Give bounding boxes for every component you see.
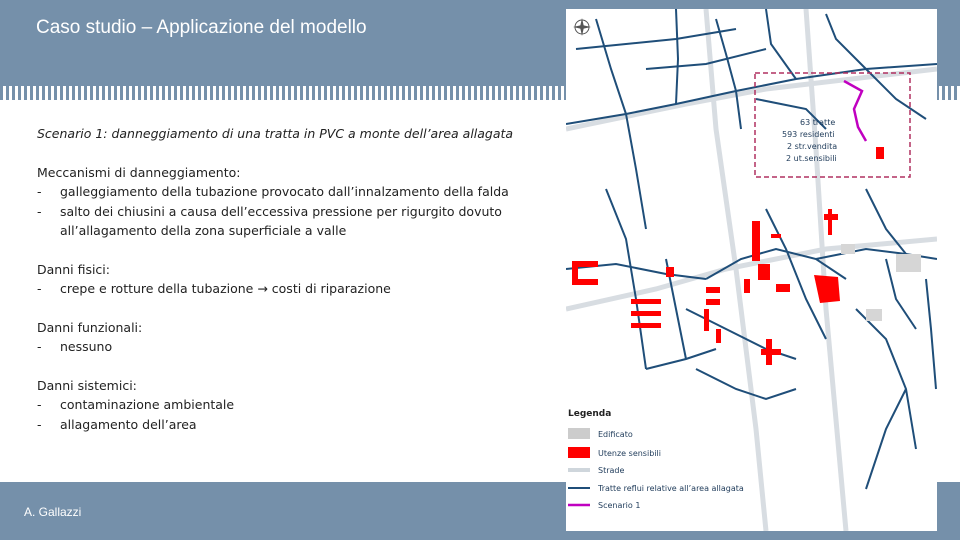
scenario-title: Scenario 1: danneggiamento di una tratta in PVC a monte dell’area allagata xyxy=(37,126,514,141)
mechanisms-block xyxy=(37,163,557,241)
systemic-damage-item: allagamento dell’area xyxy=(60,416,197,432)
bullet-dash: - xyxy=(37,281,42,296)
functional-damage-title: Danni funzionali: xyxy=(37,319,143,335)
map-legend xyxy=(566,402,744,531)
list-item xyxy=(37,202,557,241)
map-stat-2: 2 str.vendita xyxy=(787,142,838,151)
legend-label-pipes: Tratte reflui relative all’area allagata xyxy=(598,484,744,493)
author-name: A. Gallazzi xyxy=(24,505,82,519)
map-stat-1: 593 residenti xyxy=(782,130,835,139)
functional-damage-item: nessuno xyxy=(60,339,113,354)
physical-damage-block xyxy=(37,260,557,299)
functional-damage-block xyxy=(37,318,557,357)
bullet-dash: - xyxy=(37,397,42,412)
systemic-damage-item: contaminazione ambientale xyxy=(60,397,235,412)
systemic-damage-title: Danni sistemici: xyxy=(37,377,137,393)
mechanism-item: salto dei chiusini a causa dell’eccessiva pressione per rigurgito dovuto all’allagamento della zona superficiale a valle xyxy=(60,203,502,238)
map-stat-3: 2 ut.sensibili xyxy=(786,154,837,163)
content-text xyxy=(37,124,557,453)
list-item xyxy=(37,395,557,415)
bullet-dash: - xyxy=(37,339,42,354)
sensitive-buildings xyxy=(572,147,884,365)
list-item xyxy=(37,337,557,357)
list-item xyxy=(37,279,557,299)
systemic-damage-block xyxy=(37,376,557,435)
legend-label-roads: Strade xyxy=(598,466,625,475)
page-title: Caso studio – Applicazione del modello xyxy=(36,17,367,38)
bullet-dash: - xyxy=(37,184,42,199)
legend-swatch-built xyxy=(568,428,590,439)
map-svg xyxy=(566,9,937,531)
mechanisms-title: Meccanismi di danneggiamento: xyxy=(37,164,241,180)
legend-title: Legenda xyxy=(568,409,612,419)
scenario-path xyxy=(844,81,866,141)
bullet-dash: - xyxy=(37,203,42,219)
buildings-layer xyxy=(841,244,921,321)
compass-icon xyxy=(573,18,591,36)
legend-label-built: Edificato xyxy=(598,430,633,439)
mechanism-item: galleggiamento della tubazione provocato dall’innalzamento della falda xyxy=(60,184,509,199)
legend-label-scenario: Scenario 1 xyxy=(598,501,641,510)
legend-swatch-sensitive xyxy=(568,447,590,458)
map-stat-0: 63 tratte xyxy=(800,118,836,127)
list-item xyxy=(37,182,557,202)
physical-damage-title: Danni fisici: xyxy=(37,261,110,277)
bullet-dash: - xyxy=(37,416,42,432)
physical-damage-item: crepe e rotture della tubazione → costi di riparazione xyxy=(60,281,391,296)
network-map xyxy=(566,9,937,531)
legend-label-sensitive: Utenze sensibili xyxy=(598,449,661,458)
list-item xyxy=(37,415,557,435)
